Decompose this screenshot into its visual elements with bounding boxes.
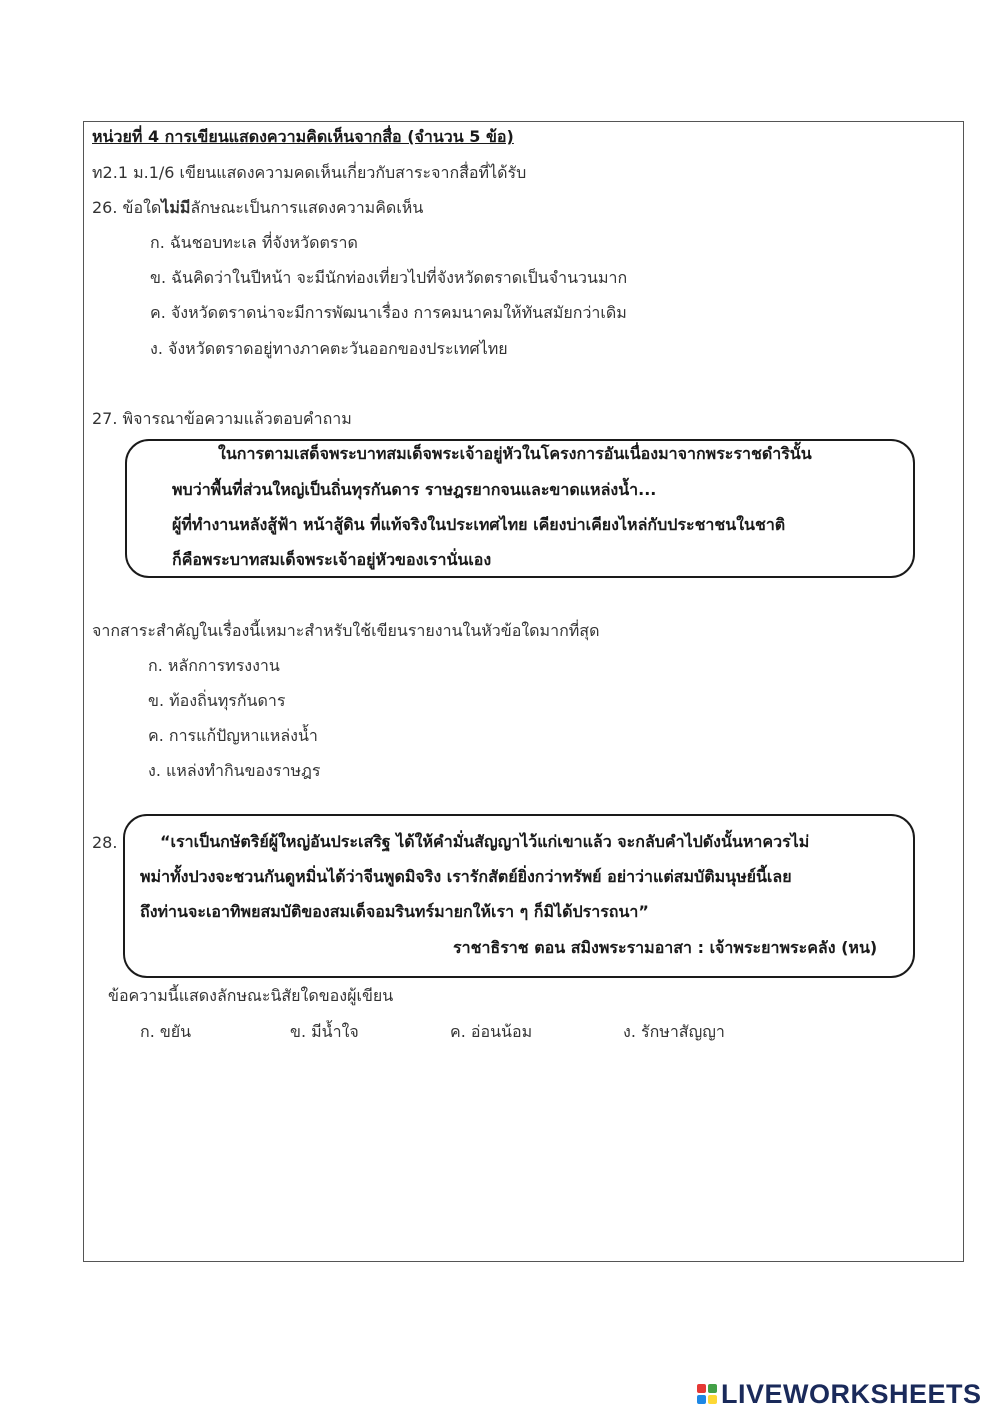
logo-square-red	[697, 1384, 706, 1393]
logo-text: LIVEWORKSHEETS	[721, 1378, 982, 1409]
question-26-suffix: ลักษณะเป็นการแสดงความคิดเห็น	[190, 198, 424, 217]
q28-choice-b[interactable]: ข. มีน้ำใจ	[290, 1022, 359, 1041]
question-28-number: 28.	[92, 833, 118, 852]
q27-passage-line-1: ในการตามเสด็จพระบาทสมเด็จพระเจ้าอยู่หัวในโครงการอันเนื่องมาจากพระราชดำรินั้น	[218, 444, 812, 463]
q28-choice-d[interactable]: ง. รักษาสัญญา	[623, 1022, 725, 1041]
q28-passage-line-1: “เราเป็นกษัตริย์ผู้ใหญ่อันประเสริฐ ได้ให้คำมั่นสัญญาไว้แก่เขาแล้ว จะกลับคำไปดังนั้นหาควรไม่	[160, 832, 810, 851]
q27-choice-a[interactable]: ก. หลักการทรงงาน	[148, 656, 280, 675]
logo-mark-icon	[697, 1384, 717, 1404]
logo-square-blue	[697, 1395, 706, 1404]
q27-choice-c[interactable]: ค. การแก้ปัญหาแหล่งน้ำ	[148, 726, 318, 745]
q28-passage-line-2: พม่าทั้งปวงจะชวนกันดูหมิ่นได้ว่าจีนพูดมิจริง เรารักสัตย์ยิ่งกว่าทรัพย์ อย่าว่าแต่สมบัติมนุษย์นี้เลย	[140, 867, 792, 886]
question-27: 27. พิจารณาข้อความแล้วตอบคำถาม	[92, 409, 352, 428]
q28-source: ราชาธิราช ตอน สมิงพระรามอาสา : เจ้าพระยาพระคลัง (หน)	[453, 938, 878, 957]
q28-choice-a[interactable]: ก. ขยัน	[140, 1022, 192, 1041]
logo-square-green	[708, 1384, 717, 1393]
q27-passage-line-2: พบว่าพื้นที่ส่วนใหญ่เป็นถิ่นทุรกันดาร ราษฎรยากจนและขาดแหล่งน้ำ...	[172, 480, 657, 499]
question-26-emphasis: ไม่มี	[161, 198, 191, 217]
q26-choice-c[interactable]: ค. จังหวัดตราดน่าจะมีการพัฒนาเรื่อง การคมนาคมให้ทันสมัยกว่าเดิม	[150, 303, 627, 322]
q27-passage-line-4: ก็คือพระบาทสมเด็จพระเจ้าอยู่หัวของเรานั่นเอง	[172, 550, 492, 569]
q27-choice-b[interactable]: ข. ท้องถิ่นทุรกันดาร	[148, 691, 286, 710]
q28-question: ข้อความนี้แสดงลักษณะนิสัยใดของผู้เขียน	[108, 986, 394, 1005]
q26-choice-a[interactable]: ก. ฉันชอบทะเล ที่จังหวัดตราด	[150, 233, 358, 252]
unit-title: หน่วยที่ 4 การเขียนแสดงความคิดเห็นจากสื่อ (จำนวน 5 ข้อ)	[92, 127, 514, 146]
liveworksheets-logo	[697, 1378, 982, 1410]
q26-choice-d[interactable]: ง. จังหวัดตราดอยู่ทางภาคตะวันออกของประเทศไทย	[150, 339, 508, 358]
q27-question: จากสาระสำคัญในเรื่องนี้เหมาะสำหรับใช้เขียนรายงานในหัวข้อใดมากที่สุด	[92, 621, 600, 640]
q27-passage-line-3: ผู้ที่ทำงานหลังสู้ฟ้า หน้าสู้ดิน ที่แท้จริงในประเทศไทย เคียงบ่าเคียงไหล่กับประชาชนในชาติ	[172, 515, 786, 534]
indicator: ท2.1 ม.1/6 เขียนแสดงความคดเห็นเกี่ยวกับสาระจากสื่อที่ได้รับ	[92, 163, 527, 182]
logo-square-yellow	[708, 1395, 717, 1404]
q27-choice-d[interactable]: ง. แหล่งทำกินของราษฎร	[148, 761, 321, 780]
q26-choice-b[interactable]: ข. ฉันคิดว่าในปีหน้า จะมีนักท่องเที่ยวไปที่จังหวัดตราดเป็นจำนวนมาก	[150, 268, 628, 287]
question-26	[92, 197, 423, 219]
q28-passage-line-3: ถึงท่านจะเอาทิพยสมบัติของสมเด็จอมรินทร์มายกให้เรา ๆ ก็มิได้ปรารถนา”	[140, 902, 649, 921]
question-26-prefix: 26. ข้อใด	[92, 198, 162, 217]
q28-choice-c[interactable]: ค. อ่อนน้อม	[450, 1022, 533, 1041]
